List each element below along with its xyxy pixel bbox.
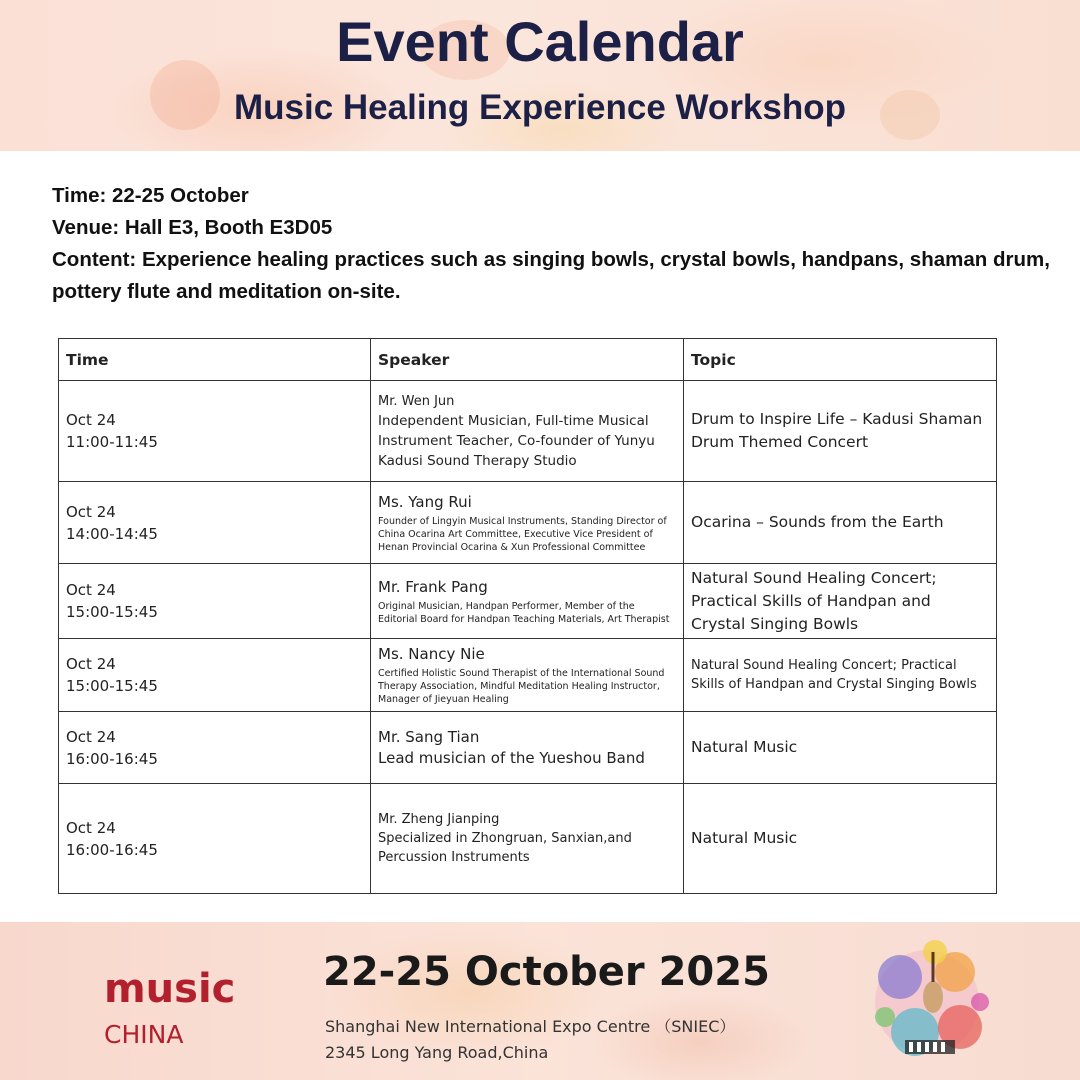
topic-cell: Natural Music	[684, 784, 997, 894]
speaker-name: Mr. Frank Pang	[378, 577, 488, 596]
event-info	[52, 180, 1052, 308]
time-cell	[59, 639, 371, 712]
footer-venue-line2: 2345 Long Yang Road,China	[325, 1043, 549, 1062]
session-time: 15:00-15:45	[66, 603, 158, 621]
session-date: Oct 24	[66, 818, 116, 837]
time-cell	[59, 784, 371, 894]
speaker-description: Independent Musician, Full-time Musical Instrument Teacher, Co-founder of Yunyu Kadusi Sound Therapy Studio	[378, 412, 655, 469]
session-date: Oct 24	[66, 581, 116, 599]
session-time: 15:00-15:45	[66, 677, 158, 695]
time-cell	[59, 564, 371, 639]
topic-cell: Natural Sound Healing Concert; Practical Skills of Handpan and Crystal Singing Bowls	[684, 564, 997, 639]
table-row	[59, 381, 997, 482]
speaker-description: Certified Holistic Sound Therapist of the International Sound Therapy Association, Mindful Meditation Healing Instructor, Manager of Jieyuan Healing	[378, 668, 665, 705]
speaker-cell	[371, 712, 684, 784]
session-time: 16:00-16:45	[66, 840, 158, 859]
header-banner	[0, 0, 1080, 151]
table-row	[59, 482, 997, 564]
speaker-name: Mr. Sang Tian	[378, 727, 480, 746]
column-header-topic: Topic	[684, 339, 997, 381]
speaker-description: Lead musician of the Yueshou Band	[378, 748, 645, 767]
table-header-row	[59, 339, 997, 381]
page-subtitle: Music Healing Experience Workshop	[233, 88, 847, 127]
speaker-name: Ms. Nancy Nie	[378, 645, 485, 663]
session-date: Oct 24	[66, 727, 116, 746]
speaker-name: Mr. Zheng Jianping	[378, 812, 500, 827]
session-date: Oct 24	[66, 502, 116, 521]
table-row	[59, 784, 997, 894]
session-time: 11:00-11:45	[66, 433, 158, 451]
event-content: Content: Experience healing practices such as singing bowls, crystal bowls, handpans, shaman drum, pottery flute and meditation on-site.	[52, 248, 1050, 303]
column-header-speaker: Speaker	[371, 339, 684, 381]
column-header-time: Time	[59, 339, 371, 381]
event-venue: Venue: Hall E3, Booth E3D05	[52, 216, 333, 239]
time-cell	[59, 482, 371, 564]
instruments-illustration-icon	[855, 922, 1005, 1080]
music-china-logo-music: music	[104, 966, 236, 1012]
session-time: 14:00-14:45	[66, 524, 158, 543]
speaker-cell	[371, 784, 684, 894]
speaker-cell	[371, 482, 684, 564]
speaker-cell	[371, 381, 684, 482]
footer-venue	[325, 1014, 735, 1066]
session-date: Oct 24	[66, 411, 116, 429]
table-row	[59, 712, 997, 784]
time-cell	[59, 712, 371, 784]
topic-cell: Drum to Inspire Life – Kadusi Shaman Drum Themed Concert	[684, 381, 997, 482]
session-time: 16:00-16:45	[66, 749, 158, 768]
speaker-name: Mr. Wen Jun	[378, 393, 455, 409]
footer-dates: 22-25 October 2025	[323, 949, 770, 995]
speaker-cell	[371, 639, 684, 712]
speaker-description: Founder of Lingyin Musical Instruments, Standing Director of China Ocarina Art Committee, Executive Vice President of Henan Provincial Ocarina & Xun Professional Committee	[378, 515, 667, 553]
topic-cell: Ocarina – Sounds from the Earth	[684, 482, 997, 564]
time-cell	[59, 381, 371, 482]
schedule-table	[58, 338, 997, 894]
speaker-description: Original Musician, Handpan Performer, Member of the Editorial Board for Handpan Teaching Materials, Art Therapist	[378, 600, 670, 625]
music-china-logo-china: CHINA	[104, 1020, 184, 1049]
table-row	[59, 564, 997, 639]
event-time: Time: 22-25 October	[52, 184, 249, 207]
footer-banner	[0, 922, 1080, 1080]
topic-cell: Natural Music	[684, 712, 997, 784]
footer-venue-line1: Shanghai New International Expo Centre （SNIEC）	[325, 1017, 736, 1036]
speaker-name: Ms. Yang Rui	[378, 492, 472, 511]
speaker-cell	[371, 564, 684, 639]
topic-cell: Natural Sound Healing Concert; Practical Skills of Handpan and Crystal Singing Bowls	[684, 639, 997, 712]
session-date: Oct 24	[66, 655, 116, 673]
speaker-description: Specialized in Zhongruan, Sanxian,and Percussion Instruments	[378, 831, 632, 865]
page-title: Event Calendar	[336, 10, 744, 73]
table-row	[59, 639, 997, 712]
